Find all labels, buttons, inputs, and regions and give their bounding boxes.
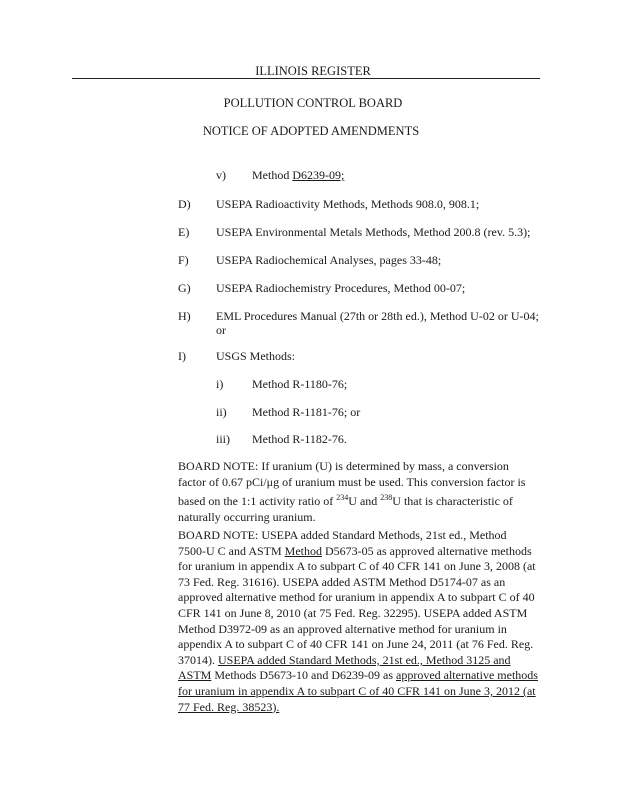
note-text: 37014). [178, 652, 218, 667]
board-title: POLLUTION CONTROL BOARD [223, 96, 403, 110]
list-item: USEPA Radiochemical Analyses, pages 33-48; [216, 253, 442, 267]
item-marker: i) [216, 377, 224, 391]
item-marker: I) [178, 349, 186, 363]
note-line [178, 668, 548, 684]
inserted-text: Method [284, 543, 323, 558]
isotope-superscript: 234 [336, 493, 349, 503]
note-line [178, 490, 548, 510]
inserted-text: for uranium in appendix A to subpart C of 40 CFR 141 on June 3, 2012 (at [178, 683, 536, 698]
note-text: based on the 1:1 activity ratio of [178, 494, 337, 509]
note-line: BOARD NOTE: USEPA added Standard Methods, 21st ed., Method [178, 528, 507, 542]
list-item: EML Procedures Manual (27th or 28th ed.), Method U-02 or U-04; [216, 309, 539, 323]
note-line [178, 544, 548, 560]
item-text: Method [252, 168, 293, 182]
inserted-text: USEPA added Standard [218, 652, 335, 667]
note-line [178, 700, 548, 716]
item-marker: H) [178, 309, 191, 323]
note-line [178, 653, 548, 669]
register-title: ILLINOIS REGISTER [255, 64, 371, 78]
note-text: Methods D5673-10 and D6239-09 as [211, 668, 396, 683]
list-item: USEPA Environmental Metals Methods, Method 200.8 (rev. 5.3); [216, 225, 531, 239]
inserted-text: ASTM [178, 668, 212, 683]
item-marker: iii) [216, 432, 230, 446]
inserted-text: approved alternative methods [396, 668, 538, 683]
note-line: CFR 141 on June 8, 2010 (at 75 Fed. Reg. 32295). USEPA added ASTM [178, 605, 528, 620]
note-text: D5673-05 as approved alternative methods [322, 543, 532, 558]
notice-title: NOTICE OF ADOPTED AMENDMENTS [202, 124, 420, 138]
note-line: BOARD NOTE: If uranium (U) is determined by mass, a conversion [178, 459, 509, 473]
note-text: U and [348, 494, 381, 509]
list-item [252, 168, 344, 182]
list-item: Method R-1180-76; [252, 377, 348, 391]
item-marker: ii) [216, 405, 227, 419]
note-line: factor of 0.67 pCi/μg of uranium must be used. This conversion factor is [178, 474, 526, 489]
list-item: Method R-1181-76; or [252, 405, 361, 419]
item-marker: E) [178, 225, 190, 239]
list-item: USGS Methods: [216, 349, 296, 363]
inserted-text: Methods, 21st ed., Method 3125 and [334, 652, 511, 667]
item-marker: v) [216, 168, 226, 182]
note-line: appendix A to subpart C of 40 CFR 141 on June 24, 2011 (at 76 Fed. Reg. [178, 637, 534, 652]
list-item: USEPA Radioactivity Methods, Methods 908.0, 908.1; [216, 197, 480, 211]
header-rule [72, 78, 540, 79]
note-text: U that is characteristic of [392, 494, 513, 509]
note-line: naturally occurring uranium. [178, 509, 316, 524]
item-marker: G) [178, 281, 191, 295]
list-item-continuation: or [216, 323, 226, 337]
note-line: approved alternative method for uranium in appendix A to subpart C of 40 [178, 590, 535, 605]
inserted-text: D6239-09; [292, 168, 345, 182]
board-note-uranium-conversion [178, 459, 548, 525]
item-marker: D) [178, 197, 191, 211]
note-text: 7500-U C and ASTM [178, 543, 285, 558]
note-line: Method D3972-09 as an approved alternative method for uranium in [178, 621, 507, 636]
board-note-usepa-methods [178, 528, 548, 715]
inserted-text: 77 Fed. Reg. 38523). [178, 699, 280, 714]
list-item: Method R-1182-76. [252, 432, 347, 446]
isotope-superscript: 238 [380, 493, 393, 503]
note-line [178, 684, 548, 700]
list-item: USEPA Radiochemistry Procedures, Method 00-07; [216, 281, 466, 295]
item-marker: F) [178, 253, 189, 267]
note-line: 73 Fed. Reg. 31616). USEPA added ASTM Method D5174-07 as an [178, 574, 506, 589]
note-line: for uranium in appendix A to subpart C of 40 CFR 141 on June 3, 2008 (at [178, 559, 536, 574]
